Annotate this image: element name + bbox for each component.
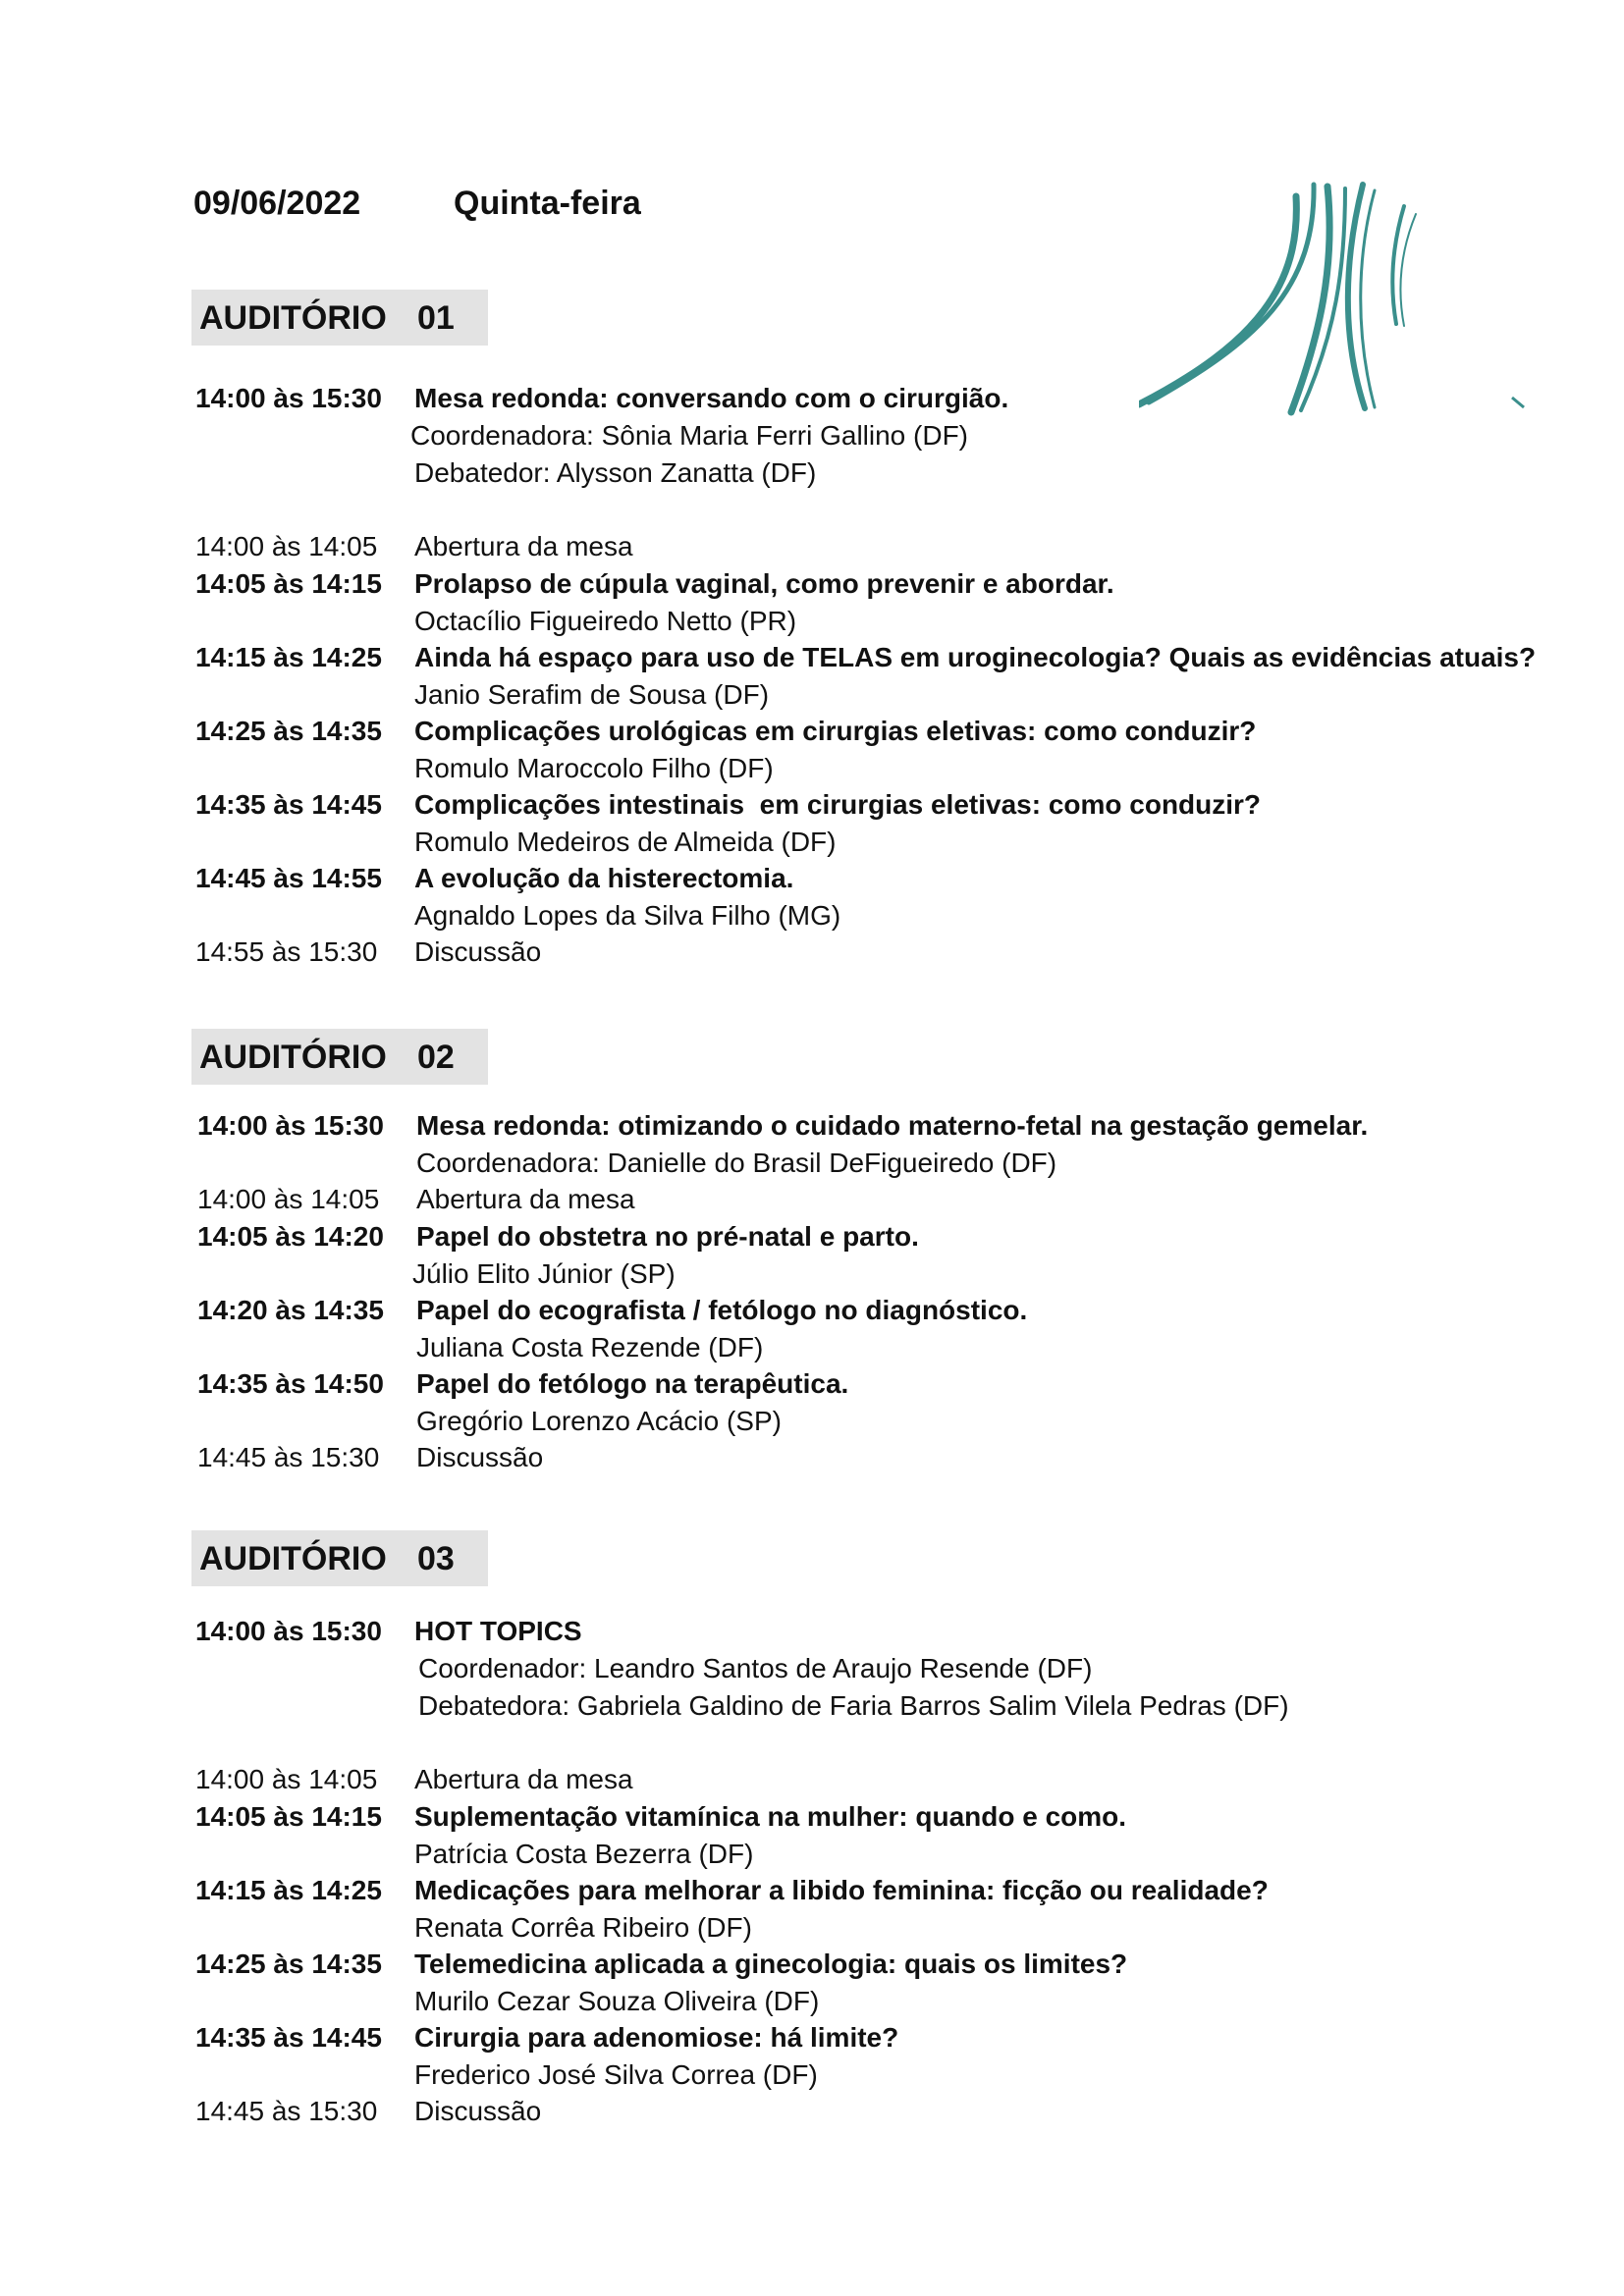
item-title: Medicações para melhorar a libido feminina: ficção ou realidade? — [414, 1875, 1269, 1905]
item-title: Abertura da mesa — [416, 1184, 635, 1214]
intro-title: Mesa redonda: otimizando o cuidado materno-fetal na gestação gemelar. — [416, 1110, 1369, 1141]
item-time: 14:15 às 14:25 — [195, 642, 382, 672]
item-time: 14:35 às 14:45 — [195, 789, 382, 820]
item-speaker: Octacílio Figueiredo Netto (PR) — [414, 606, 797, 636]
item-speaker: Renata Corrêa Ribeiro (DF) — [414, 1912, 752, 1943]
item-time: 14:00 às 14:05 — [195, 531, 378, 561]
item-time: 14:45 às 14:55 — [195, 863, 382, 893]
item-title: Abertura da mesa — [414, 1764, 633, 1794]
item-time: 14:45 às 15:30 — [195, 2096, 378, 2126]
item-title: Discussão — [416, 1442, 544, 1472]
item-time: 14:05 às 14:20 — [197, 1221, 384, 1252]
item-title: Ainda há espaço para uso de TELAS em uroginecologia? Quais as evidências atuais? — [414, 642, 1537, 672]
section-header-auditorio-02 — [191, 1029, 488, 1085]
item-title: Discussão — [414, 936, 542, 967]
item-time: 14:25 às 14:35 — [195, 716, 382, 746]
section-header-auditorio-03 — [191, 1530, 488, 1586]
item-title: Telemedicina aplicada a ginecologia: quais os limites? — [414, 1949, 1128, 1979]
item-title: A evolução da histerectomia. — [414, 863, 794, 893]
intro-role: Debatedora: Gabriela Galdino de Faria Barros Salim Vilela Pedras (DF) — [418, 1690, 1289, 1721]
item-title: Abertura da mesa — [414, 531, 633, 561]
item-speaker: Janio Serafim de Sousa (DF) — [414, 679, 770, 710]
item-title: Cirurgia para adenomiose: há limite? — [414, 2022, 899, 2053]
item-title: Suplementação vitamínica na mulher: quando e como. — [414, 1801, 1127, 1832]
event-date: 09/06/2022 — [193, 185, 361, 222]
item-time: 14:05 às 14:15 — [195, 568, 382, 599]
item-time: 14:00 às 14:05 — [197, 1184, 380, 1214]
intro-title: HOT TOPICS — [414, 1616, 582, 1646]
item-speaker: Murilo Cezar Souza Oliveira (DF) — [414, 1986, 820, 2016]
section-number: 01 — [417, 299, 455, 337]
item-speaker: Romulo Maroccolo Filho (DF) — [414, 753, 774, 783]
item-speaker: Júlio Elito Júnior (SP) — [412, 1258, 676, 1289]
item-time: 14:35 às 14:45 — [195, 2022, 382, 2053]
item-speaker: Frederico José Silva Correa (DF) — [414, 2059, 818, 2090]
item-title: Papel do fetólogo na terapêutica. — [416, 1368, 849, 1399]
item-speaker: Gregório Lorenzo Acácio (SP) — [416, 1406, 782, 1436]
item-speaker: Agnaldo Lopes da Silva Filho (MG) — [414, 900, 841, 931]
section-number: 03 — [417, 1540, 455, 1577]
intro-role: Coordenador: Leandro Santos de Araujo Resende (DF) — [418, 1653, 1093, 1683]
item-title: Complicações urológicas em cirurgias eletivas: como conduzir? — [414, 716, 1257, 746]
item-title: Papel do ecografista / fetólogo no diagnóstico. — [416, 1295, 1028, 1325]
item-time: 14:15 às 14:25 — [195, 1875, 382, 1905]
item-speaker: Patrícia Costa Bezerra (DF) — [414, 1839, 754, 1869]
item-title: Papel do obstetra no pré-natal e parto. — [416, 1221, 919, 1252]
item-time: 14:45 às 15:30 — [197, 1442, 380, 1472]
item-title: Prolapso de cúpula vaginal, como prevenir e abordar. — [414, 568, 1114, 599]
intro-time: 14:00 às 15:30 — [197, 1110, 384, 1141]
intro-role: Coordenadora: Sônia Maria Ferri Gallino (DF) — [410, 420, 968, 451]
section-header-auditorio-01 — [191, 290, 488, 346]
section-number: 02 — [417, 1039, 455, 1076]
section-label: AUDITÓRIO — [199, 1039, 387, 1076]
item-time: 14:05 às 14:15 — [195, 1801, 382, 1832]
intro-time: 14:00 às 15:30 — [195, 1616, 382, 1646]
item-speaker: Juliana Costa Rezende (DF) — [416, 1332, 764, 1362]
item-time: 14:20 às 14:35 — [197, 1295, 384, 1325]
intro-role: Debatedor: Alysson Zanatta (DF) — [414, 457, 817, 488]
item-time: 14:35 às 14:50 — [197, 1368, 384, 1399]
intro-role: Coordenadora: Danielle do Brasil DeFigueiredo (DF) — [416, 1148, 1057, 1178]
intro-time: 14:00 às 15:30 — [195, 383, 382, 413]
item-time: 14:00 às 14:05 — [195, 1764, 378, 1794]
event-weekday: Quinta-feira — [454, 185, 641, 222]
item-title: Complicações intestinais em cirurgias eletivas: como conduzir? — [414, 789, 1262, 820]
section-label: AUDITÓRIO — [199, 1540, 387, 1577]
teal-curved-stripes-logo — [1139, 177, 1532, 422]
item-title: Discussão — [414, 2096, 542, 2126]
section-label: AUDITÓRIO — [199, 299, 387, 337]
item-speaker: Romulo Medeiros de Almeida (DF) — [414, 827, 837, 857]
intro-title: Mesa redonda: conversando com o cirurgião. — [414, 383, 1009, 413]
item-time: 14:55 às 15:30 — [195, 936, 378, 967]
item-time: 14:25 às 14:35 — [195, 1949, 382, 1979]
